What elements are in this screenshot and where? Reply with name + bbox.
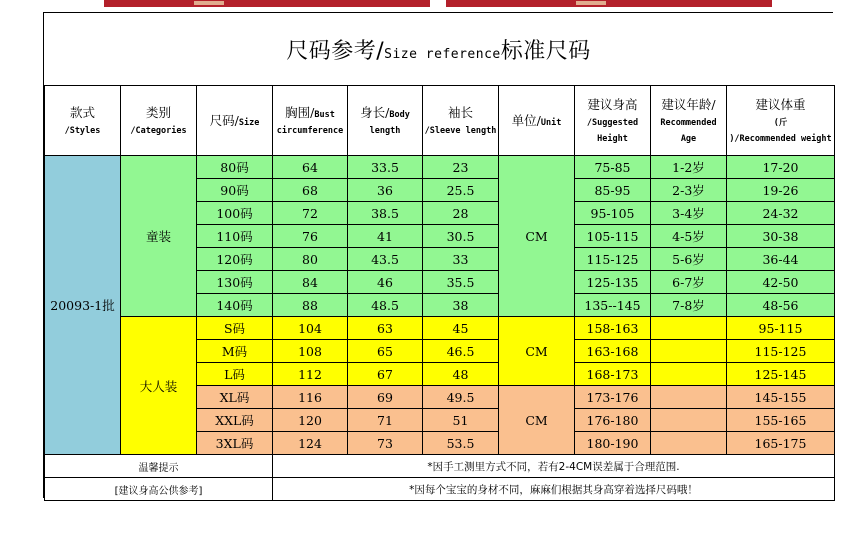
- sleeve-cell: 23: [423, 156, 499, 179]
- height-cell: 125-135: [575, 271, 651, 294]
- sleeve-cell: 30.5: [423, 225, 499, 248]
- bust-cell: 76: [273, 225, 348, 248]
- length-cell: 69: [348, 386, 423, 409]
- sleeve-cell: 33: [423, 248, 499, 271]
- sleeve-cell: 38: [423, 294, 499, 317]
- age-cell: 7-8岁: [651, 294, 727, 317]
- title-en: Size reference: [384, 46, 501, 62]
- weight-cell: 17-20: [727, 156, 835, 179]
- age-cell: [651, 317, 727, 340]
- product-photo-top-left: [104, 0, 430, 7]
- age-cell: [651, 432, 727, 455]
- length-cell: 63: [348, 317, 423, 340]
- size-cell: M码: [197, 340, 273, 363]
- size-cell: 120码: [197, 248, 273, 271]
- height-cell: 75-85: [575, 156, 651, 179]
- height-cell: 173-176: [575, 386, 651, 409]
- bust-cell: 124: [273, 432, 348, 455]
- age-cell: [651, 409, 727, 432]
- note-row: [45, 455, 835, 478]
- sleeve-cell: 45: [423, 317, 499, 340]
- header-weight: 建议体重 (斤 )/Recommended weight: [727, 86, 835, 156]
- size-cell: XL码: [197, 386, 273, 409]
- header-size: 尺码/Size: [197, 86, 273, 156]
- bust-cell: 72: [273, 202, 348, 225]
- sleeve-cell: 53.5: [423, 432, 499, 455]
- weight-cell: 125-145: [727, 363, 835, 386]
- height-cell: 163-168: [575, 340, 651, 363]
- height-cell: 135--145: [575, 294, 651, 317]
- size-cell: 3XL码: [197, 432, 273, 455]
- height-cell: 85-95: [575, 179, 651, 202]
- size-cell: 130码: [197, 271, 273, 294]
- size-cell: 110码: [197, 225, 273, 248]
- category-kids-cell: 童装: [121, 156, 197, 317]
- age-cell: 3-4岁: [651, 202, 727, 225]
- header-category: 类别 /Categories: [121, 86, 197, 156]
- age-cell: [651, 340, 727, 363]
- height-cell: 176-180: [575, 409, 651, 432]
- bust-cell: 112: [273, 363, 348, 386]
- length-cell: 48.5: [348, 294, 423, 317]
- age-cell: [651, 386, 727, 409]
- style-code-cell: 20093-1批: [45, 156, 121, 455]
- table-row: [45, 317, 835, 340]
- height-cell: 95-105: [575, 202, 651, 225]
- weight-cell: 48-56: [727, 294, 835, 317]
- header-style: 款式 /Styles: [45, 86, 121, 156]
- age-cell: 4-5岁: [651, 225, 727, 248]
- age-cell: 2-3岁: [651, 179, 727, 202]
- category-adult-cell: 大人装: [121, 317, 197, 455]
- weight-cell: 155-165: [727, 409, 835, 432]
- length-cell: 71: [348, 409, 423, 432]
- product-photo-top-right: [446, 0, 772, 7]
- photo-pattern: [194, 1, 224, 5]
- sleeve-cell: 25.5: [423, 179, 499, 202]
- bust-cell: 80: [273, 248, 348, 271]
- weight-cell: 145-155: [727, 386, 835, 409]
- unit-cell: CM: [499, 317, 575, 386]
- length-cell: 38.5: [348, 202, 423, 225]
- weight-cell: 115-125: [727, 340, 835, 363]
- table-row: [45, 156, 835, 179]
- header-row: [45, 86, 835, 156]
- length-cell: 67: [348, 363, 423, 386]
- height-cell: 115-125: [575, 248, 651, 271]
- header-length: 身长/Body length: [348, 86, 423, 156]
- age-cell: [651, 363, 727, 386]
- sleeve-cell: 46.5: [423, 340, 499, 363]
- length-cell: 41: [348, 225, 423, 248]
- note-row: [45, 478, 835, 501]
- size-cell: 140码: [197, 294, 273, 317]
- header-age: 建议年龄/ Recommended Age: [651, 86, 727, 156]
- length-cell: 73: [348, 432, 423, 455]
- size-cell: 90码: [197, 179, 273, 202]
- weight-cell: 95-115: [727, 317, 835, 340]
- note-label: 温馨提示: [45, 455, 273, 478]
- unit-cell: CM: [499, 386, 575, 455]
- weight-cell: 165-175: [727, 432, 835, 455]
- height-cell: 105-115: [575, 225, 651, 248]
- sleeve-cell: 49.5: [423, 386, 499, 409]
- length-cell: 46: [348, 271, 423, 294]
- bust-cell: 84: [273, 271, 348, 294]
- bust-cell: 104: [273, 317, 348, 340]
- size-table: [44, 85, 835, 501]
- age-cell: 5-6岁: [651, 248, 727, 271]
- weight-cell: 24-32: [727, 202, 835, 225]
- height-cell: 168-173: [575, 363, 651, 386]
- length-cell: 65: [348, 340, 423, 363]
- note-text: *因手工测里方式不同，若有2-4CM误差属于合理范围.: [273, 455, 835, 478]
- sleeve-cell: 48: [423, 363, 499, 386]
- bust-cell: 68: [273, 179, 348, 202]
- sleeve-cell: 51: [423, 409, 499, 432]
- header-unit: 单位/Unit: [499, 86, 575, 156]
- header-height: 建议身高 /Suggested Height: [575, 86, 651, 156]
- weight-cell: 36-44: [727, 248, 835, 271]
- length-cell: 43.5: [348, 248, 423, 271]
- age-cell: 1-2岁: [651, 156, 727, 179]
- unit-cell: CM: [499, 156, 575, 317]
- height-cell: 180-190: [575, 432, 651, 455]
- size-cell: 80码: [197, 156, 273, 179]
- bust-cell: 88: [273, 294, 348, 317]
- height-cell: 158-163: [575, 317, 651, 340]
- header-bust: 胸围/Bust circumference: [273, 86, 348, 156]
- length-cell: 36: [348, 179, 423, 202]
- sleeve-cell: 35.5: [423, 271, 499, 294]
- header-sleeve: 袖长 /Sleeve length: [423, 86, 499, 156]
- bust-cell: 116: [273, 386, 348, 409]
- bust-cell: 120: [273, 409, 348, 432]
- size-chart-sheet: [43, 12, 833, 498]
- bust-cell: 108: [273, 340, 348, 363]
- weight-cell: 42-50: [727, 271, 835, 294]
- title-main: 尺码参考/: [286, 38, 385, 64]
- note-label: [建议身高公供参考]: [45, 478, 273, 501]
- size-cell: 100码: [197, 202, 273, 225]
- size-cell: L码: [197, 363, 273, 386]
- weight-cell: 30-38: [727, 225, 835, 248]
- bust-cell: 64: [273, 156, 348, 179]
- note-text: *因每个宝宝的身材不同，麻麻们根据其身高穿着选择尺码哦！: [273, 478, 835, 501]
- chart-title: [286, 34, 591, 65]
- age-cell: 6-7岁: [651, 271, 727, 294]
- length-cell: 33.5: [348, 156, 423, 179]
- size-cell: S码: [197, 317, 273, 340]
- photo-pattern: [576, 1, 606, 5]
- title-row: [44, 13, 833, 85]
- weight-cell: 19-26: [727, 179, 835, 202]
- sleeve-cell: 28: [423, 202, 499, 225]
- size-cell: XXL码: [197, 409, 273, 432]
- title-tail: 标准尺码: [500, 38, 591, 64]
